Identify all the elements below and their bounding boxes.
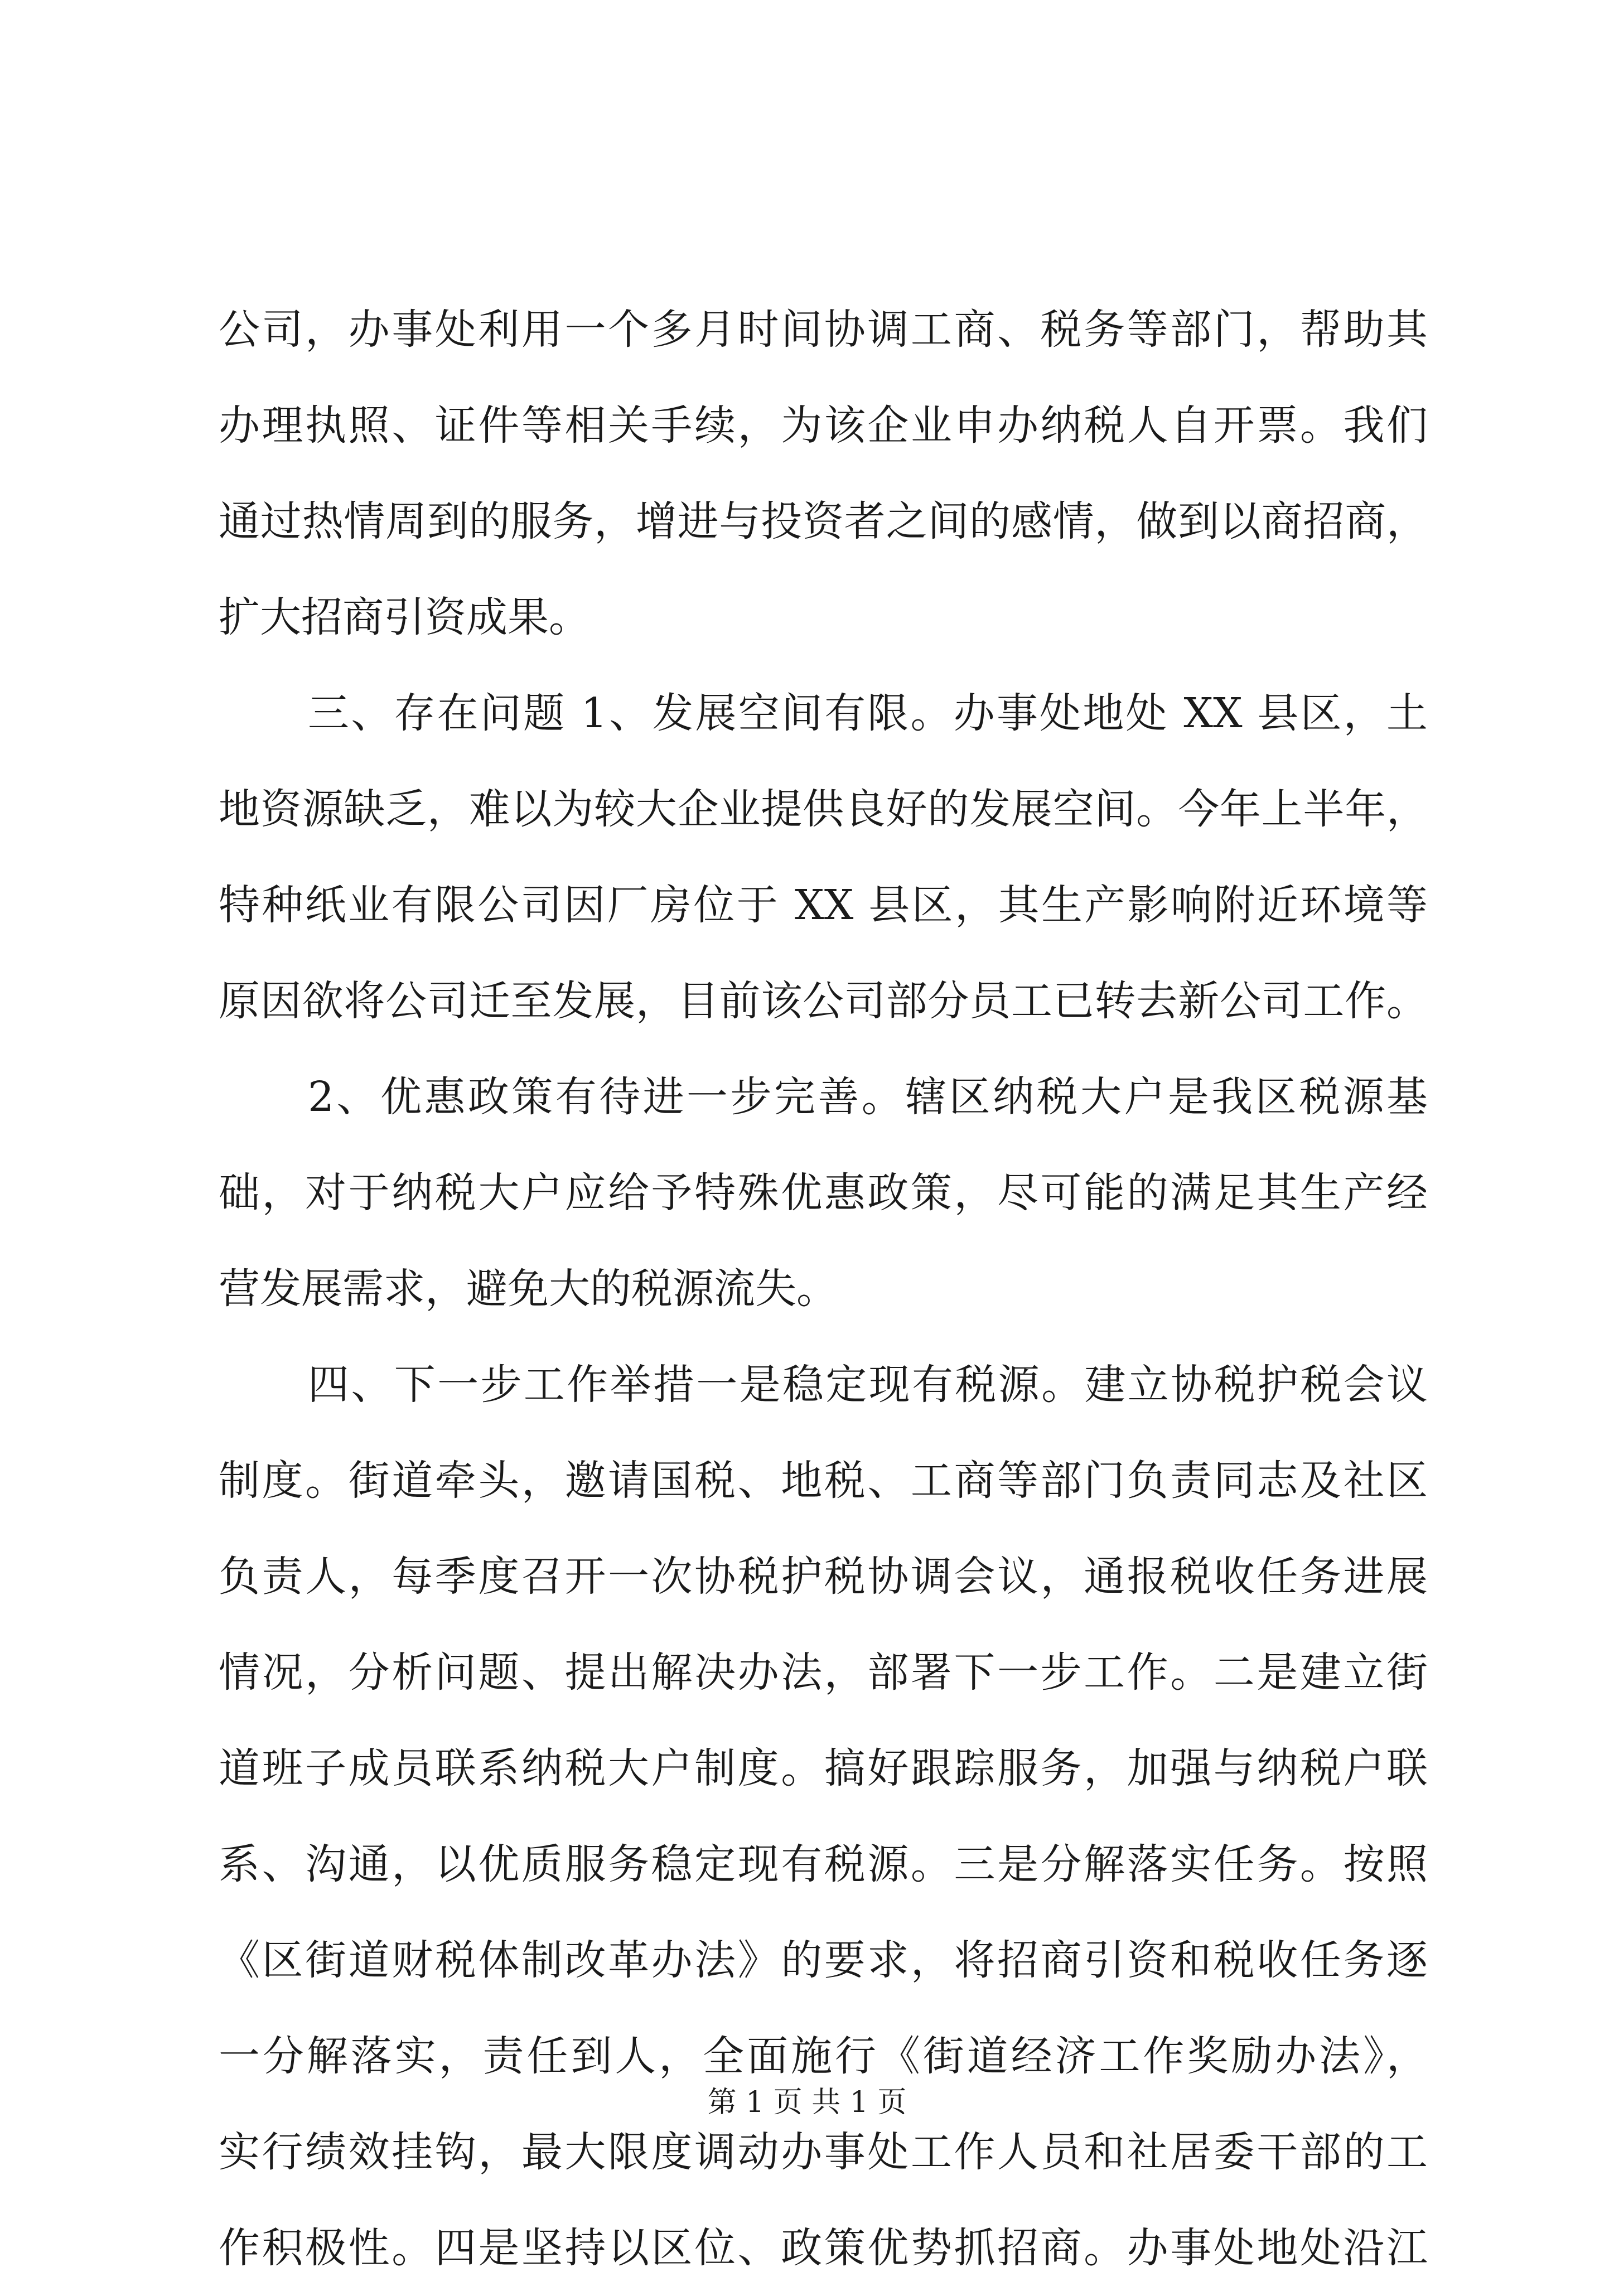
paragraph-first-line: 四、下一步工作举措一是稳定现有税源。建立协税护税会议: [308, 1361, 1428, 1409]
text-line: 原因欲将公司迁至发展，目前该公司部分员工已转去新公司工作。: [219, 977, 1428, 1025]
paragraph-first-line: 三、存在问题 1、发展空间有限。办事处地处 XX 县区，土: [308, 689, 1428, 737]
text-line: 营发展需求，避免大的税源流失。: [219, 1265, 838, 1313]
text-line: 道班子成员联系纳税大户制度。搞好跟踪服务，加强与纳税户联: [219, 1744, 1428, 1792]
text-line: 制度。街道牵头，邀请国税、地税、工商等部门负责同志及社区: [219, 1457, 1428, 1505]
text-line: 一分解落实，责任到人，全面施行《街道经济工作奖励办法》，: [219, 2032, 1428, 2080]
text-line: 地资源缺乏，难以为较大企业提供良好的发展空间。今年上半年，: [219, 785, 1428, 833]
paragraph-first-line: 2、优惠政策有待进一步完善。辖区纳税大户是我区税源基: [308, 1073, 1428, 1121]
text-line: 础，对于纳税大户应给予特殊优惠政策，尽可能的满足其生产经: [219, 1169, 1428, 1217]
text-line: 负责人，每季度召开一次协税护税协调会议，通报税收任务进展: [219, 1553, 1428, 1601]
text-line: 系、沟通，以优质服务稳定现有税源。三是分解落实任务。按照: [219, 1840, 1428, 1888]
page-number-footer: 第 1 页 共 1 页: [707, 2086, 907, 2119]
text-line: 实行绩效挂钩，最大限度调动办事处工作人员和社居委干部的工: [219, 2128, 1428, 2176]
text-line: 特种纸业有限公司因厂房位于 XX 县区，其生产影响附近环境等: [219, 881, 1428, 929]
text-line: 《区街道财税体制改革办法》的要求，将招商引资和税收任务逐: [219, 1936, 1428, 1984]
text-line: 情况，分析问题、提出解决办法，部署下一步工作。二是建立街: [219, 1649, 1428, 1696]
text-line: 作积极性。四是坚持以区位、政策优势抓招商。办事处地处沿江: [219, 2224, 1428, 2272]
document-body: [219, 282, 1428, 2296]
text-line: 通过热情周到的服务，增进与投资者之间的感情，做到以商招商，: [219, 497, 1428, 545]
text-line: 公司，办事处利用一个多月时间协调工商、税务等部门，帮助其: [219, 306, 1428, 354]
text-line: 扩大招商引资成果。: [219, 593, 590, 641]
text-line: 办理执照、证件等相关手续，为该企业申办纳税人自开票。我们: [219, 402, 1428, 449]
